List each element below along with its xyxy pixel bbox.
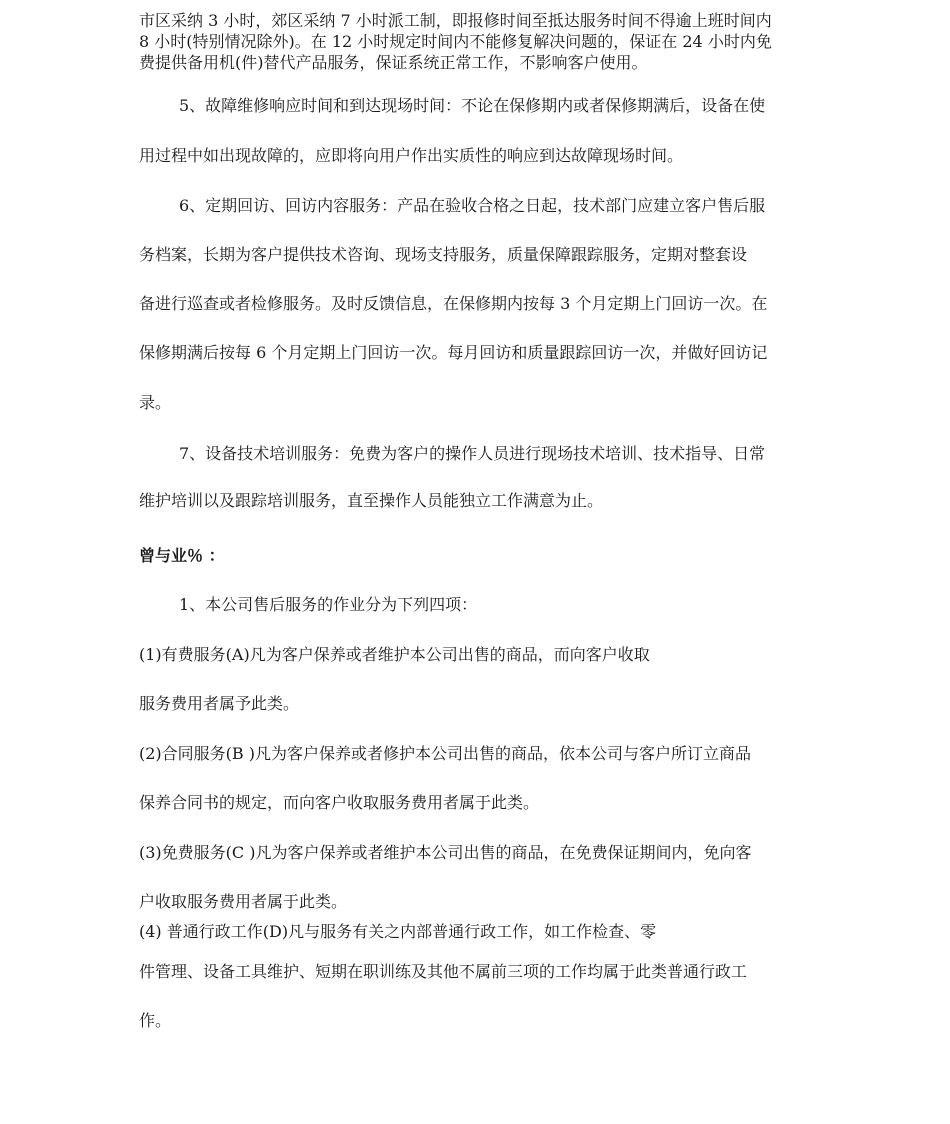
text-line: 市区采纳 3 小时，郊区采纳 7 小时派工制，即报修时间至抵达服务时间不得逾上班时间内: [139, 11, 772, 30]
text-line: (3)免费服务(C )凡为客户保养或者维护本公司出售的商品，在免费保证期间内，免向客: [139, 843, 752, 862]
text-line: 8 小时(特别情况除外)。在 12 小时规定时间内不能修复解决问题的，保证在 24 小时内免: [139, 32, 772, 51]
text-line: 6、定期回访、回访内容服务：产品在验收合格之日起，技术部门应建立客户售后服: [179, 196, 766, 215]
text-line: 录。: [139, 393, 172, 412]
text-line: 保修期满后按每 6 个月定期上门回访一次。每月回访和质量跟踪回访一次，并做好回访记: [139, 343, 768, 362]
text-line: 5、故障维修响应时间和到达现场时间：不论在保修期内或者保修期满后，设备在使: [179, 96, 766, 115]
text-line: (1)有费服务(A)凡为客户保养或者维护本公司出售的商品，而向客户收取: [139, 645, 650, 664]
text-line: (4) 普通行政工作(D)凡与服务有关之内部普通行政工作，如工作检查、零: [139, 922, 657, 941]
text-line: 1、本公司售后服务的作业分为下列四项：: [179, 595, 478, 614]
text-line: 费提供备用机(件)替代产品服务，保证系统正常工作，不影响客户使用。: [139, 53, 648, 72]
text-line: 备进行巡查或者检修服务。及时反馈信息，在保修期内按每 3 个月定期上门回访一次。在: [139, 294, 768, 313]
text-line: 务档案，长期为客户提供技术咨询、现场支持服务，质量保障跟踪服务，定期对整套设: [139, 245, 748, 264]
text-line: 保养合同书的规定，而向客户收取服务费用者属于此类。: [139, 793, 540, 812]
text-line: 件管理、设备工具维护、短期在职训练及其他不属前三项的工作均属于此类普通行政工: [139, 962, 748, 981]
text-line: 7、设备技术培训服务：免费为客户的操作人员进行现场技术培训、技术指导、日常: [179, 444, 766, 463]
section-heading: 曾与业％ ：: [139, 546, 225, 565]
text-line: (2)合同服务(B )凡为客户保养或者修护本公司出售的商品，依本公司与客户所订立商品: [139, 744, 751, 763]
text-line: 户收取服务费用者属于此类。: [139, 892, 348, 911]
text-line: 作。: [139, 1011, 172, 1030]
text-line: 服务费用者属予此类。: [139, 694, 300, 713]
text-line: 用过程中如出现故障的，应即将向用户作出实质性的响应到达故障现场时间。: [139, 146, 684, 165]
text-line: 维护培训以及跟踪培训服务，直至操作人员能独立工作满意为止。: [139, 491, 604, 510]
